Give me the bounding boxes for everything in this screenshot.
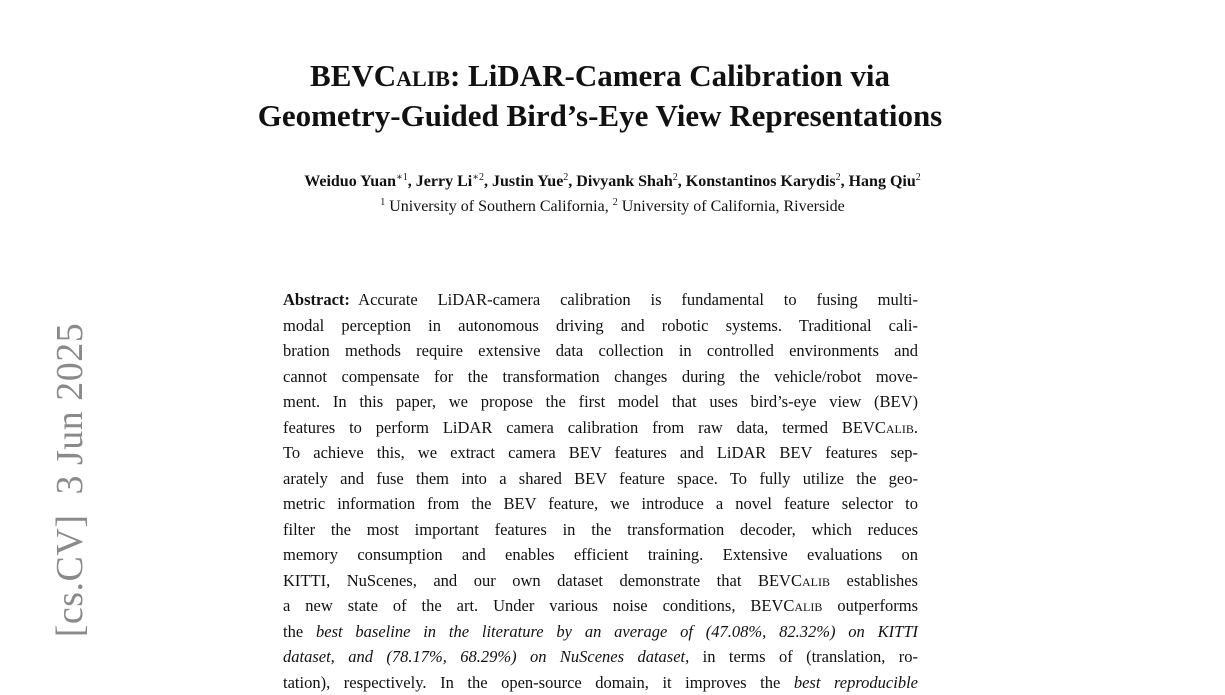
author-name: Jerry Li <box>416 173 472 190</box>
author <box>686 173 849 190</box>
abstract-text: Calib <box>783 596 822 615</box>
author-name: Konstantinos Karydis <box>686 173 836 190</box>
abstract-line <box>283 568 918 594</box>
author-affiliation-mark: 2 <box>673 172 678 183</box>
abstract-text: , in terms of (translation, ro- <box>685 647 918 666</box>
abstract-line <box>283 338 918 364</box>
author-separator: , <box>484 173 492 190</box>
abstract <box>283 287 918 695</box>
author-affiliation-mark: 2 <box>916 172 921 183</box>
abstract-text: modal perception in autonomous driving and robotic systems. Traditional cali- <box>283 316 918 335</box>
abstract-line <box>283 619 918 645</box>
author-affiliation-mark: ∗1 <box>396 172 408 183</box>
abstract-line <box>283 440 918 466</box>
author <box>576 173 686 190</box>
abstract-text: Calib <box>875 418 914 437</box>
abstract-line <box>283 287 918 313</box>
abstract-text: filter the most important features in the transformation decoder, which reduces <box>283 520 918 539</box>
abstract-text: best baseline in the literature by an average of (47.08%, 82.32%) on KITTI <box>316 622 918 641</box>
title-line-2: Geometry-Guided Bird’s-Eye View Representations <box>0 96 1200 136</box>
abstract-text: best reproducible <box>794 673 918 692</box>
author-affiliation-mark: ∗2 <box>472 172 484 183</box>
abstract-text: memory consumption and enables efficient training. Extensive evaluations on <box>283 545 918 564</box>
abstract-line <box>283 491 918 517</box>
paper-title <box>0 56 1200 136</box>
affiliations: $^1$ University of Southern California, $^2$ University of California, Riverside <box>0 197 1225 217</box>
abstract-text: ment. In this paper, we propose the first model that uses bird’s-eye view (BEV) <box>283 392 918 411</box>
abstract-line <box>283 415 918 441</box>
abstract-line <box>283 542 918 568</box>
abstract-text: tation), respectively. In the open-source domain, it improves the <box>283 673 794 692</box>
author <box>416 173 492 190</box>
abstract-text: Calib <box>791 571 830 590</box>
author <box>492 173 576 190</box>
abstract-line <box>283 313 918 339</box>
abstract-text: a new state of the art. Under various noise conditions, BEV <box>283 596 783 615</box>
abstract-label: Abstract: <box>283 290 350 309</box>
author-separator: , <box>841 173 849 190</box>
author-list <box>0 172 1225 192</box>
abstract-text: To achieve this, we extract camera BEV features and LiDAR BEV features sep- <box>283 443 918 462</box>
abstract-text: KITTI, NuScenes, and our own dataset demonstrate that BEV <box>283 571 791 590</box>
abstract-line <box>283 517 918 543</box>
abstract-text: dataset, and (78.17%, 68.29%) on NuScenes dataset <box>283 647 685 666</box>
author <box>304 173 416 190</box>
abstract-text: features to perform LiDAR camera calibration from raw data, termed BEV <box>283 418 875 437</box>
abstract-line <box>283 466 918 492</box>
abstract-text: bration methods require extensive data collection in controlled environments and <box>283 341 918 360</box>
affiliation-2: University of California, Riverside <box>622 198 845 215</box>
abstract-text: the <box>283 622 316 641</box>
abstract-line <box>283 593 918 619</box>
abstract-text: establishes <box>830 571 918 590</box>
author-separator: , <box>408 173 416 190</box>
author-separator: , <box>678 173 686 190</box>
abstract-line <box>283 670 918 695</box>
title-line-1: BEVCalib: LiDAR-Camera Calibration via <box>0 56 1200 96</box>
author <box>849 173 921 190</box>
abstract-text: outperforms <box>822 596 918 615</box>
abstract-text: cannot compensate for the transformation changes during the vehicle/robot move- <box>283 367 918 386</box>
abstract-line <box>283 389 918 415</box>
author-separator: , <box>568 173 576 190</box>
abstract-text: . <box>914 418 918 437</box>
affiliation-1: University of Southern California, <box>389 198 609 215</box>
author-name: Justin Yue <box>492 173 563 190</box>
author-name: Divyank Shah <box>576 173 673 190</box>
abstract-line <box>283 644 918 670</box>
abstract-text: Accurate LiDAR-camera calibration is fundamental to fusing multi- <box>358 290 918 309</box>
author-name: Hang Qiu <box>849 173 916 190</box>
abstract-text: arately and fuse them into a shared BEV feature space. To fully utilize the geo- <box>283 469 918 488</box>
abstract-text: metric information from the BEV feature, we introduce a novel feature selector to <box>283 494 918 513</box>
author-name: Weiduo Yuan <box>304 173 396 190</box>
arxiv-stamp: [cs.CV] 3 Jun 2025 <box>48 323 92 638</box>
author-affiliation-mark: 2 <box>563 172 568 183</box>
abstract-line <box>283 364 918 390</box>
author-affiliation-mark: 2 <box>836 172 841 183</box>
